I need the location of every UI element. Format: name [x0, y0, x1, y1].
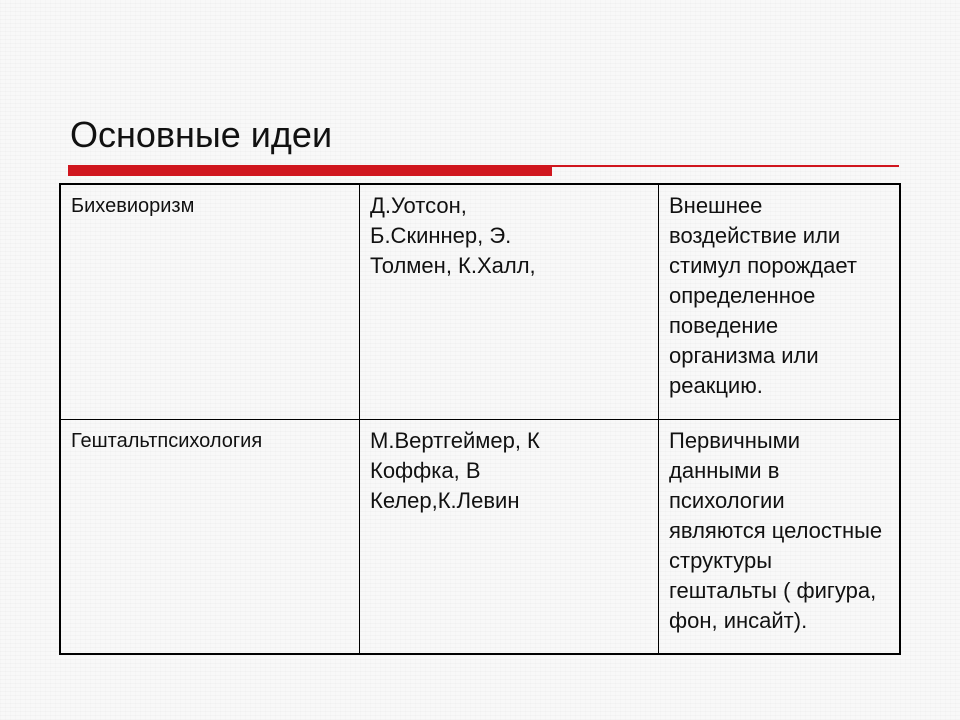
authors-cell — [360, 419, 659, 654]
title-accent-bar — [68, 165, 552, 176]
slide-title: Основные идеи — [70, 114, 333, 155]
table-row — [60, 184, 900, 419]
title-underline — [552, 165, 899, 167]
school-cell — [60, 184, 360, 419]
authors-text: Д.Уотсон, Б.Скиннер, Э. Толмен, К.Халл, — [370, 193, 536, 278]
idea-cell — [659, 184, 901, 419]
idea-cell — [659, 419, 901, 654]
authors-cell — [360, 184, 659, 419]
idea-text: Первичными данными в психологии являются целостные структуры гештальты ( фигура, фон, инсайт). — [669, 427, 883, 633]
authors-text: М.Вертгеймер, К Коффка, В Келер,К.Левин — [370, 427, 540, 513]
table-row — [60, 419, 900, 654]
school-name: Бихевиоризм — [71, 195, 195, 217]
idea-text: Внешнее воздействие или стимул порождает определенное поведение организма или реакцию. — [669, 193, 857, 398]
school-name: Гештальтпсихология — [71, 429, 263, 452]
ideas-table — [59, 183, 901, 655]
school-cell — [60, 419, 360, 654]
